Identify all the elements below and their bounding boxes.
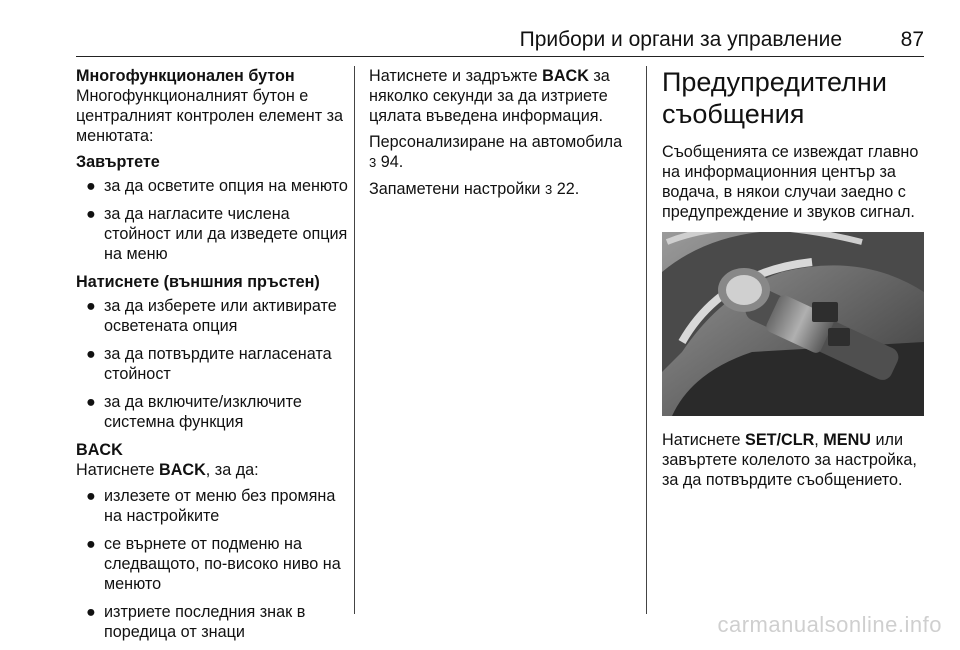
turn-heading: Завъртете — [76, 153, 160, 171]
page-title: Прибори и органи за управление — [519, 28, 842, 51]
bullet-icon: ● — [86, 177, 96, 195]
column-2 — [369, 66, 631, 206]
page-number: 87 — [900, 28, 924, 51]
page-reference-link[interactable]: 22. — [556, 180, 580, 198]
section-heading-multifunction: Многофункционален бутон — [76, 67, 295, 85]
back-intro: Натиснете BACK, за да: — [76, 461, 259, 479]
back-hold-paragraph: Натиснете и задръжте BACK за няколко секунди за да изтриете цялата въведена информация. — [369, 67, 610, 125]
page-reference-icon: 3 — [369, 155, 377, 170]
warning-messages-heading: Предупредителни съобщения — [662, 67, 887, 129]
steering-column-lever-image — [662, 232, 924, 416]
bullet-icon: ● — [86, 393, 96, 411]
column-1 — [76, 66, 348, 650]
bullet-icon: ● — [86, 205, 96, 223]
list-item: ● за да потвърдите нагласената стойност — [86, 345, 332, 383]
list-item: ● изтриете последния знак в поредица от знаци — [86, 603, 306, 641]
list-item: ● излезете от меню без промяна на настройките — [86, 487, 336, 525]
intro-paragraph: Многофункционалният бутон е централният контролен елемент за менютата: — [76, 87, 344, 145]
column-divider-1 — [354, 66, 355, 614]
page-header — [76, 28, 924, 57]
page-reference-link[interactable]: 94. — [380, 153, 404, 171]
page-reference-icon: 3 — [544, 182, 553, 197]
bullet-icon: ● — [86, 487, 96, 505]
bullet-icon: ● — [86, 603, 96, 621]
list-item: ● се върнете от подменю на следващото, по-високо ниво на менюто — [86, 535, 341, 593]
list-item: ● за да осветите опция на менюто — [86, 177, 348, 195]
back-list — [76, 486, 348, 642]
press-heading: Натиснете (външния пръстен) — [76, 273, 320, 291]
bullet-icon: ● — [86, 297, 96, 315]
bullet-icon: ● — [86, 345, 96, 363]
back-heading: BACK — [76, 441, 123, 459]
column-3 — [662, 66, 926, 496]
image-caption: Натиснете SET/CLR, MENU или завъртете колелото за настройка, за да потвърдите съобщението. — [662, 431, 917, 489]
column-divider-2 — [646, 66, 647, 614]
press-list — [76, 296, 348, 432]
list-item: ● за да включите/изключите системна функция — [86, 393, 302, 431]
personalization-reference: Персонализиране на автомобила 3 94. — [369, 133, 623, 171]
turn-list — [76, 176, 348, 264]
list-item: ● за да изберете или активирате осветената опция — [86, 297, 337, 335]
watermark: carmanualsonline.info — [717, 612, 942, 637]
saved-settings-reference: Запаметени настройки 3 22. — [369, 180, 580, 198]
warning-intro: Съобщенията се извеждат главно на информационния център за водача, в някои случаи заедно с предупреждение и звуков сигнал. — [662, 143, 919, 221]
list-item: ● за да нагласите числена стойност или да изведете опция на меню — [86, 205, 348, 263]
bullet-icon: ● — [86, 535, 96, 553]
